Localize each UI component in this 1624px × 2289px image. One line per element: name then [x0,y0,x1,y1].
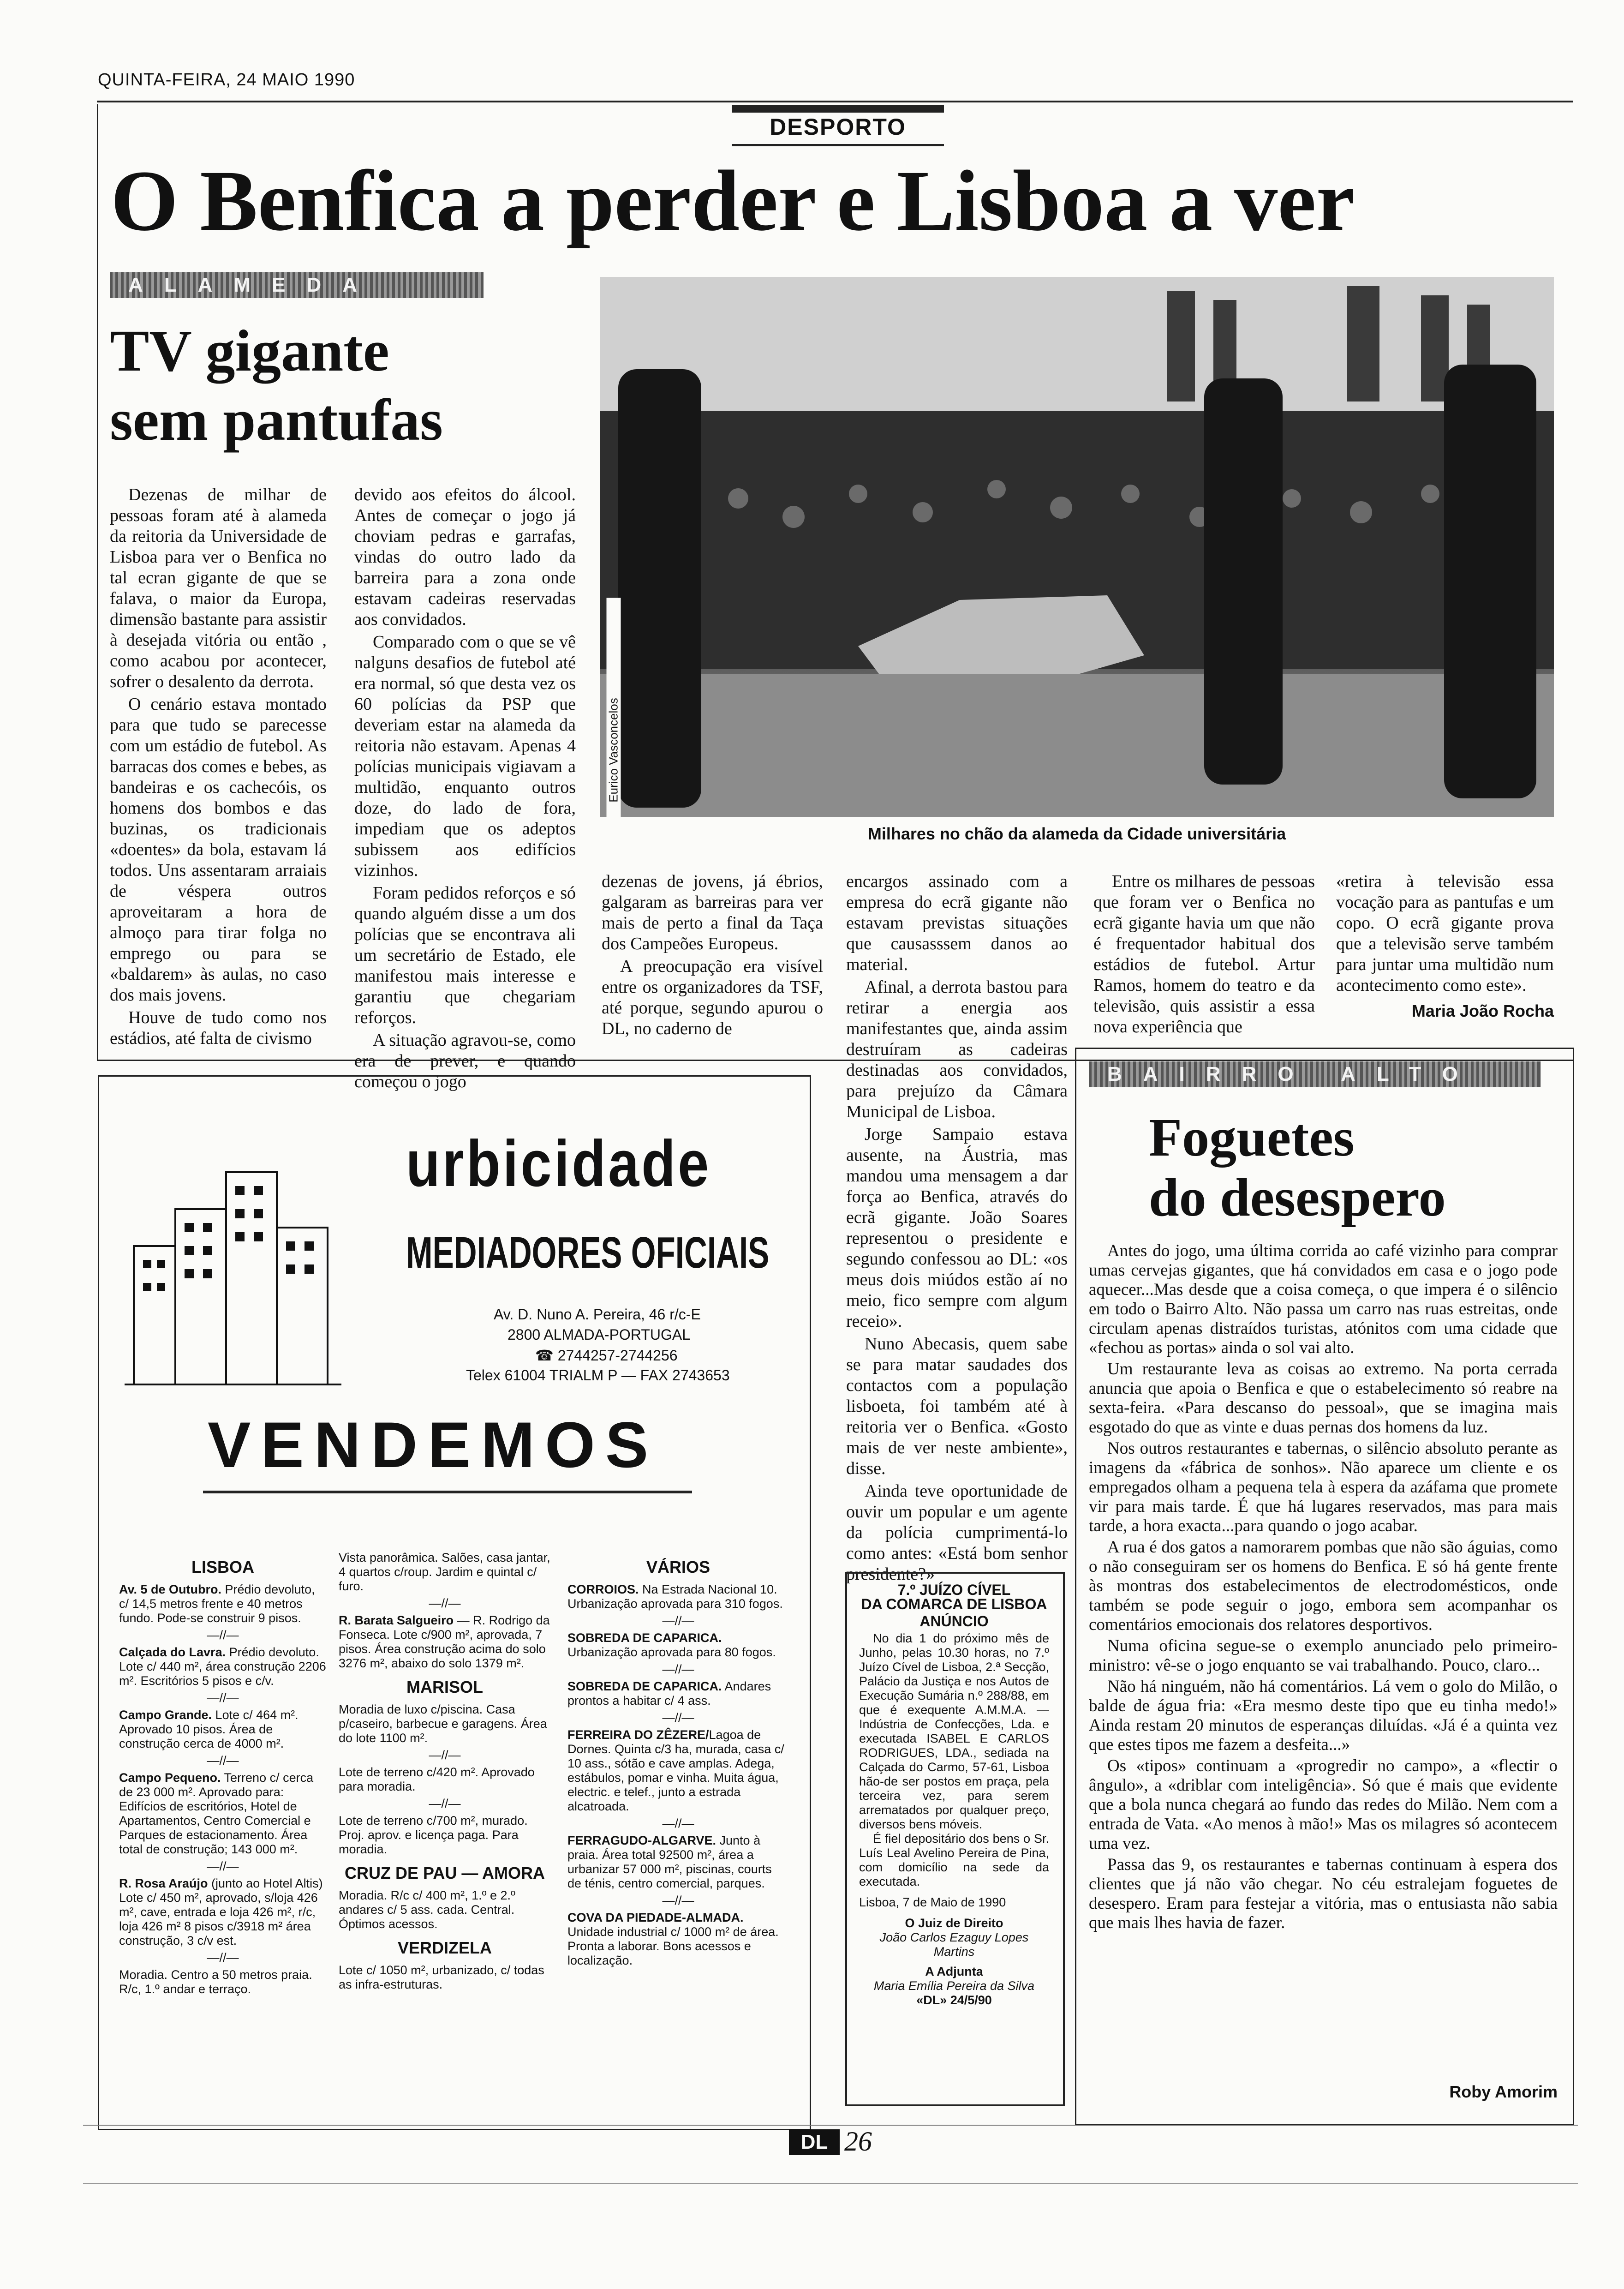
paragraph: Nos outros restaurantes e tabernas, o silêncio absoluto perante as imagens da «fábrica de sonhos». Não aparece um cliente e os empregados olham a pequena tela à espera da azáfama que promete vir para mais tarde. É que há lugares reservados, mas para mais tarde, a hora exacta...para quando o jogo acabar. [1089,1439,1558,1535]
paragraph: Jorge Sampaio estava ausente, na Áustria, mas mandou uma mensagem a dar força ao Benfica, através do ecrã gigante. João Soares representou o presidente e segundo confessou ao DL: «os meus dois miúdos estão aí no meio, fico sempre com algum receio». [846,1125,1068,1331]
ad-listing [339,1613,551,1671]
listing-title: COVA DA PIEDADE-ALMADA. [567,1911,744,1924]
paragraph: A situação agravou-se, como era de prever, e quando começou o jogo [354,1031,576,1091]
ad-heading-varios: VÁRIOS [646,1558,710,1576]
paragraph: dezenas de jovens, já ébrios, galgaram as barreiras para ver mais de perto a final da Taça dos Campeões Europeus. [602,872,823,953]
alameda-col-5 [1093,871,1315,1039]
photo-credit: Eurico Vasconcelos [607,598,621,817]
listing-title: FERRAGUDO-ALGARVE. [567,1834,716,1847]
paragraph: Passa das 9, os restaurantes e tabernas continuam à espera dos clientes que já não vão chegar. No céu estralejam foguetes de desespero. Eram para festejar a vitória, mas o entusiasta não sabia que mais lhes havia de fazer. [1089,1855,1558,1932]
listing-title: SOBREDA DE CAPARICA. [567,1631,722,1645]
paragraph: Os «tipos» continuam a «progredir no campo», a «flectir o ângulo», a «driblar com inteligência». Só que é mais que evidente que a bola nunca chegará ao fundo das redes do Milão. Nem com a entrada de Vata. «Ao menos à mão!» Mas os milagres só acontecem uma vez. [1089,1756,1558,1853]
notice-date: Lisboa, 7 de Maio de 1990 [859,1895,1006,1909]
ad-listing: Lote de terreno c/700 m², murado. Proj. aprov. e licença paga. Para moradia. [339,1814,528,1856]
notice-heading-2: DA COMARCA DE LISBOA [861,1596,1047,1612]
ad-listing [567,1834,789,1891]
bairro-byline: Roby Amorim [1449,2082,1558,2101]
photo-caption: Milhares no chão da alameda da Cidade universitária [867,824,1286,843]
ad-listing [567,1679,789,1708]
bottom-rule [83,2183,1578,2184]
alameda-col-4 [846,871,1068,1587]
paragraph: Comparado com o que se vê nalguns desafios de futebol até era normal, só que desta vez os 60 polícias da PSP que deveriam estar na alameda da reitoria não estavam. Apenas 4 polícias municipais vigiavam a multidão, enquanto outros doze, do lado de fora, impediam que os adeptos subissem aos edifícios vizinhos. [354,632,576,880]
alameda-col-1 [110,485,327,1051]
ad-col-middle [339,1551,551,1995]
top-rule [97,101,1573,102]
page-number: 26 [844,2126,872,2157]
ad-address1: Av. D. Nuno A. Pereira, 46 r/c-E [494,1306,701,1323]
ad-separator: —//— [207,1859,239,1873]
alameda-col-6 [1336,871,1554,998]
listing-title: CORROIOS. [567,1582,639,1596]
paragraph: Houve de tudo como nos estádios, até falta de civismo [110,1008,327,1048]
alameda-title-line1: TV gigante [110,318,389,383]
paragraph: Um restaurante leva as coisas ao extremo. Na porta cerrada anuncia que apoia o Benfica e que o estabelecimento só reabre na sexta-feira. «Para descanso do pessoal», que se imagina mais esgotado do que as vinte e duas pernas dos homens da luz. [1089,1360,1558,1437]
listing-text: Unidade industrial c/ 1000 m² de área. Pronta a laborar. Bons acessos e localização. [567,1925,779,1967]
notice-body-2: É fiel depositário dos bens o Sr. Luís Leal Avelino Pereira de Pina, com domicílio na sede da executada. [859,1832,1049,1888]
bairro-title-line2: do desespero [1149,1167,1446,1228]
listing-text: Lote c/ 464 m². Aprovado 10 pisos. Área de construção cerca de 4000 m². [119,1708,299,1750]
notice-adjunct-title: A Adjunta [925,1965,983,1978]
notice-adjunct: Maria Emília Pereira da Silva [873,1979,1035,1993]
paragraph: A rua é dos gatos a namorarem pombas que não são águias, como o não conseguiram ser os homens do Benfica. E só há gente frente às montras dos estabelecimentos de electrodomésticos, onde também se pode seguir o jogo, embora sem acompanhar os comentários emocionais dos relatores desportivos. [1089,1538,1558,1634]
ad-listing: Moradia. Centro a 50 metros praia. R/c, 1.º andar e terraço. [119,1968,312,1996]
ad-phone: ☎ 2744257-2744256 [535,1347,678,1364]
ad-heading-verdizela: VERDIZELA [397,1938,492,1957]
ad-heading-marisol: MARISOL [406,1678,483,1696]
alameda-col-2 [354,485,576,1094]
notice-heading-1: 7.º JUÍZO CÍVEL [897,1582,1011,1598]
section-rule-bottom [732,144,944,146]
ad-separator: —//— [207,1951,239,1965]
ad-separator: —//— [429,1797,461,1810]
footer-logo: DL [789,2129,840,2155]
crowd-photo [600,277,1554,817]
ad-telex: Telex 61004 TRIALM P — FAX 2743653 [466,1367,730,1384]
ad-listing: Moradia. R/c c/ 400 m², 1.º e 2.º andares c/ 5 ass. cada. Central. Óptimos acessos. [339,1888,515,1931]
notice-body: No dia 1 do próximo mês de Junho, pelas 10.30 horas, no 7.º Juízo Cível de Lisboa, 2.ª Secção, Palácio da Justiça e nos Autos de Execução Sumária n.º 288/88, em que é exequente A.M.M.A. — Indústria de Confecções, Lda. e executada ISABEL E CARLOS RODRIGUES, LDA., sediada na Calçada do Carmo, 57-61, Lisboa hão-de ser postos em praça, pela terceira vez, para serem arrematados por qualquer preço, diversos bens móveis. [859,1631,1049,1831]
ad-listing [119,1876,327,1948]
listing-title: Campo Pequeno. [119,1771,221,1785]
notice-judge-title: O Juiz de Direito [905,1916,1003,1930]
paragraph: Antes do jogo, uma última corrida ao café vizinho para comprar umas cervejas gigantes, que há convidados em casa e o jogo pode aquecer...Mas desde que a coisa começa, o que impera é o silêncio em todo o Bairro Alto. Não passa um carro nas ruas estreitas, onde circulam apenas distraídos turistas, atónitos com uma cidade que «fechou as portas» ainda o sol vai alto. [1089,1241,1558,1357]
bairro-title-line1: Foguetes [1149,1107,1355,1168]
listing-text: (junto ao Hotel Altis) Lote c/ 450 m², aprovado, s/loja 426 m², cave, entrada e loja 426 m², r/c, loja 426 m² 8 pisos c/3918 m² área construção, 3 c/v est. [119,1876,323,1947]
ad-listing: Lote de terreno c/420 m². Aprovado para moradia. [339,1765,535,1793]
paragraph: Nuno Abecasis, quem sabe se para matar saudades dos contactos com a população lisboeta, foi também até à reitoria ver o Benfica. «Gosto mais de ver neste ambiente», disse. [846,1334,1068,1478]
alameda-byline: Maria João Rocha [1411,1001,1554,1020]
ad-separator: —//— [662,1711,694,1725]
paragraph: Numa oficina segue-se o exemplo anunciado pelo primeiro-ministro: vê-se o jogo enquanto se vai trabalhando. Pouco, claro... [1089,1636,1558,1675]
ad-vendemos: VENDEMOS [208,1408,659,1481]
listing-title: Campo Grande. [119,1708,212,1722]
listing-text: Junto à praia. Área total 92500 m², área a urbanizar 57 000 m², piscinas, courts de ténis, centro comercial, parques. [567,1834,772,1890]
ad-separator: —//— [662,1662,694,1676]
listing-text: Urbanização aprovada para 80 fogos. [567,1645,776,1659]
footer-rule [83,2125,1578,2126]
section-label: DESPORTO [770,114,906,140]
ad-col-varios [567,1551,789,1971]
notice-heading-3: ANÚNCIO [919,1613,989,1630]
listing-text: Andares prontos a habitar c/ 4 ass. [567,1679,771,1708]
ad-separator: —//— [429,1748,461,1762]
listing-text: Prédio devoluto. Lote c/ 440 m², área construção 2206 m². Escritórios 5 pisos e c/v. [119,1645,326,1688]
bairro-body [1089,1241,1558,1935]
paragraph: O cenário estava montado para que tudo se parecesse com um estádio de futebol. As barracas dos comes e bebes, as bandeiras e os cachecóis, os homens dos bombos e das buzinas, os tradicionais «doentes» da bola, estavam lá todos. Uns assentaram arraiais de véspera outros aproveitaram a hora de almoço para tirar folga no emprego ou para se «baldarem» às aulas, no caso dos mais jovens. [110,695,327,1005]
notice-ref: «DL» 24/5/90 [916,1993,992,2007]
paragraph: Dezenas de milhar de pessoas foram até à alameda da reitoria da Universidade de Lisboa para ver o Benfica no tal ecran gigante de que se falava, o maior da Europa, dimensão bastante para assistir à desejada vitória ou então , como acabou por acontecer, sofrer o desalento da derrota. [110,485,327,691]
court-notice [859,1583,1049,2007]
listing-title: Calçada do Lavra. [119,1645,226,1659]
city-skyline-icon [125,1154,341,1394]
paragraph: Entre os milhares de pessoas que foram ver o Benfica no ecrã gigante havia um que não é frequentador habitual dos estádios de futebol. Artur Ramos, homem do teatro e da televisão, quis assistir a essa nova experiência que [1093,872,1315,1037]
ad-tagline: MEDIADORES OFICIAIS [406,1228,770,1277]
notice-judge: João Carlos Ezaguy Lopes Martins [879,1930,1029,1959]
paragraph: Não há ninguém, não há comentários. Lá vem o golo do Milão, o balde de água fria: «Era mesmo deste tipo que eu tinha medo!» Ainda restam 20 minutos de esperanças diluídas. «Já é a quinta vez que estes tipos me fazem a desfeita...» [1089,1677,1558,1754]
ad-col-lisboa [119,1551,327,1999]
paragraph: encargos assinado com a empresa do ecrã gigante não estavam previstas situações que causasssem danos ao material. [846,872,1068,974]
section-rule-top [732,105,944,113]
alameda-title-line2: sem pantufas [110,387,443,453]
ad-separator: —//— [207,1754,239,1768]
ad-separator: —//— [662,1816,694,1830]
bairro-kicker: BAIRRO ALTO [1089,1061,1541,1087]
ad-listing [119,1708,327,1751]
ad-separator: —//— [207,1628,239,1642]
ad-separator: —//— [429,1596,461,1610]
ad-separator: —//— [662,1614,694,1628]
paragraph: devido aos efeitos do álcool. Antes de começar o jogo já choviam pedras e garrafas, vindas do outro lado da barreira para a zona onde estavam cadeiras reservadas aos convidados. [354,485,576,629]
paragraph: «retira à televisão essa vocação para as pantufas e um copo. O ecrã gigante prova que a televisão serve também para juntar uma multidão num acontecimento como este». [1336,872,1554,995]
ad-address2: 2800 ALMADA-PORTUGAL [508,1326,691,1343]
ad-heading-cruz: CRUZ DE PAU — AMORA [345,1864,545,1882]
ad-listing [567,1911,789,1968]
ad-listing [119,1582,327,1625]
headline: O Benfica a perder e Lisboa a ver [111,152,1355,249]
ad-listing [567,1631,789,1660]
listing-title: R. Barata Salgueiro [339,1613,454,1627]
ad-separator: —//— [207,1691,239,1705]
listing-title: SOBREDA DE CAPARICA. [567,1679,722,1693]
ad-listing [567,1728,789,1814]
alameda-kicker: ALAMEDA [110,272,484,298]
paragraph: Foram pedidos reforços e só quando alguém disse a um dos polícias que se encontrava ali um secretário de Estado, ele manifestou mais interesse e garantiu que chegariam reforços. [354,883,576,1027]
ad-brand: urbicidade [406,1127,711,1200]
listing-text: Prédio devoluto, c/ 14,5 metros frente e 40 metros fundo. Pode-se construir 9 pisos. [119,1582,315,1625]
paragraph: Ainda teve oportunidade de ouvir um popular e um agente da polícia cumprimentá-lo como antes: «Está bom senhor presidente?» [846,1481,1068,1584]
listing-text: Na Estrada Nacional 10. Urbanização aprovada para 310 fogos. [567,1582,783,1611]
ad-rule [203,1491,692,1493]
ad-listing [567,1582,789,1611]
ad-separator: —//— [662,1894,694,1907]
paragraph: Afinal, a derrota bastou para retirar a energia aos manifestantes que, ainda assim destruíram as cadeiras destinadas aos convidados, para prejuízo da Câmara Municipal de Lisboa. [846,977,1068,1121]
listing-title: Av. 5 de Outubro. [119,1582,222,1596]
alameda-col-3 [602,871,823,1041]
dateline: QUINTA-FEIRA, 24 MAIO 1990 [98,70,355,90]
listing-text: Terreno c/ cerca de 23 000 m². Aprovado para: Edifícios de escritórios, Hotel de Apartamentos, Centro Comercial e Parques de estacionamento. Área total de construção; 143 000 m². [119,1771,314,1856]
ad-listing: Moradia de luxo c/piscina. Casa p/caseiro, barbecue e garagens. Área do lote 1100 m². [339,1702,547,1745]
ad-heading-lisboa: LISBOA [191,1558,254,1576]
listing-text: — R. Rodrigo da Fonseca. Lote c/900 m², aprovada, 7 pisos. Área construção acima do solo 3276 m², abaixo do solo 1379 m². [339,1613,550,1670]
crowd-photo-drawing [600,277,1554,817]
listing-text: Lagoa de Dornes. Quinta c/3 ha, murada, casa c/ 10 ass., sótão e cave amplas. Adega, estábulos, pomar e vinha. Muita água, electric. e telef., junto a estrada alcatroada. [567,1728,784,1813]
paragraph: A preocupação era visível entre os organizadores da TSF, até porque, segundo apurou o DL, no caderno de [602,957,823,1038]
ad-listing: Lote c/ 1050 m², urbanizado, c/ todas as infra-estruturas. [339,1963,544,1991]
ad-listing [119,1771,327,1857]
listing-title: R. Rosa Araújo [119,1876,208,1890]
listing-title: FERREIRA DO ZÊZERE/ [567,1728,709,1742]
ad-listing [119,1645,327,1688]
ad-listing: Vista panorâmica. Salões, casa jantar, 4 quartos c/roup. Jardim e quintal c/ furo. [339,1551,550,1593]
